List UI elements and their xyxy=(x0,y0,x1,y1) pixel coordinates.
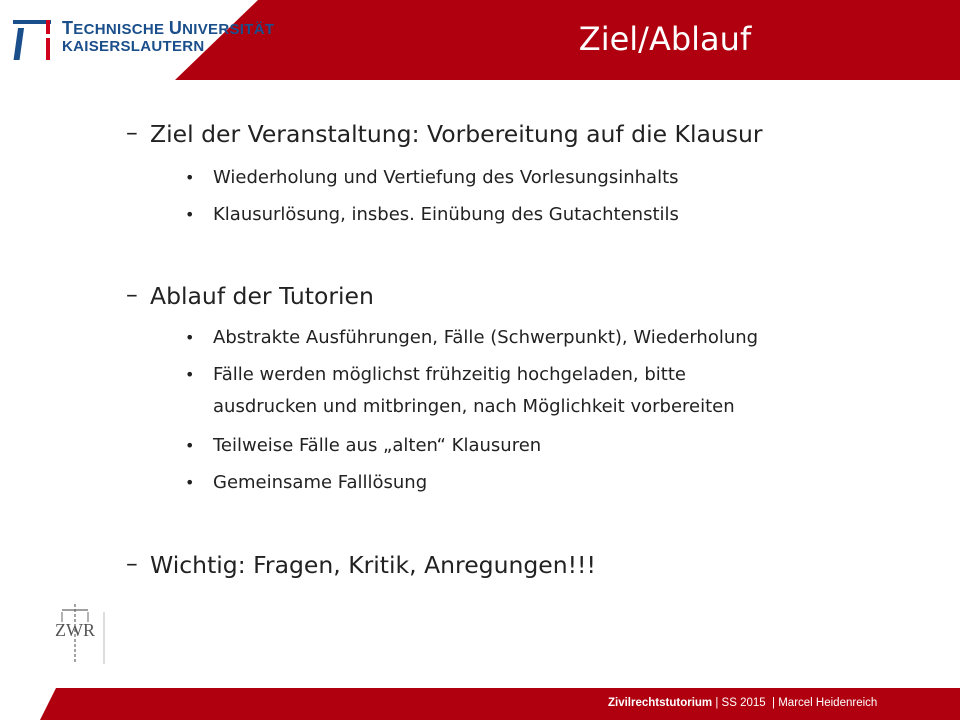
list-item: • Gemeinsame Falllösung xyxy=(213,467,427,499)
list-item-continuation: ausdrucken und mitbringen, nach Möglichkeit vorbereiten xyxy=(213,396,735,417)
footer-info xyxy=(608,697,877,709)
footer-term: | SS 2015 xyxy=(712,697,766,709)
bullet-icon: • xyxy=(185,328,195,347)
bullet-icon: • xyxy=(185,365,195,384)
dash-marker: – xyxy=(126,549,138,577)
list-item: • Klausurlösung, insbes. Einübung des Gutachtenstils xyxy=(213,199,679,231)
dash-marker: – xyxy=(126,280,138,308)
bullet-icon: • xyxy=(185,473,195,492)
list-item: • Wiederholung und Vertiefung des Vorlesungsinhalts xyxy=(213,162,679,194)
bullet-icon: • xyxy=(185,205,195,224)
heading-text: Wichtig: Fragen, Kritik, Anregungen!!! xyxy=(150,551,596,579)
section-heading xyxy=(126,549,596,579)
heading-text: Ablauf der Tutorien xyxy=(150,282,374,310)
list-item: • Abstrakte Ausführungen, Fälle (Schwerpunkt), Wiederholung xyxy=(213,322,758,354)
footer-author: | Marcel Heidenreich xyxy=(765,697,878,709)
dash-marker: – xyxy=(126,118,138,146)
bullet-icon: • xyxy=(185,168,195,187)
slide-title: Ziel/Ablauf xyxy=(578,20,752,58)
heading-text: Ziel der Veranstaltung: Vorbereitung auf die Klausur xyxy=(150,120,763,148)
section-heading xyxy=(126,280,374,310)
bullet-icon: • xyxy=(185,436,195,455)
footer-course: Zivilrechtstutorium xyxy=(608,697,713,709)
svg-text:ZWR: ZWR xyxy=(55,620,95,640)
list-item: • Teilweise Fälle aus „alten“ Klausuren xyxy=(213,430,541,462)
zwr-logo xyxy=(44,602,106,666)
university-logo-text: TECHNISCHE UNIVERSITÄT KAISERSLAUTERN xyxy=(62,18,275,55)
list-item: • Fälle werden möglichst frühzeitig hochgeladen, bitte xyxy=(213,359,686,391)
section-heading xyxy=(126,118,763,148)
